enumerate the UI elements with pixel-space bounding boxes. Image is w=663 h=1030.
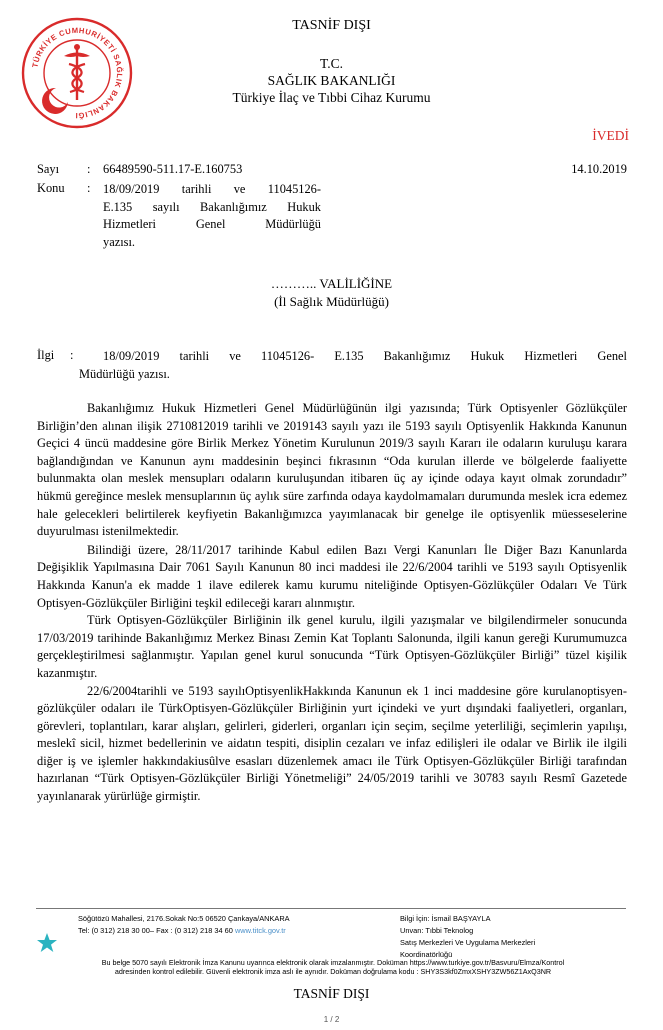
ilgi-text [37, 348, 627, 383]
konu-line: yazısı. [103, 234, 135, 249]
addressee-subline: (İl Sağlık Müdürlüğü) [274, 294, 389, 309]
ilgi-line: 18/09/2019 tarihli ve 11045126- E.135 Bakanlığımız Hukuk Hizmetleri Genel [103, 349, 627, 363]
urgency-label: İVEDİ [592, 128, 629, 143]
paragraph: Türk Optisyen-Gözlükçüler Birliğinin ilk genel kurulu, ilgili yazışmalar ve bilgilendirmeler sonucunda 17/03/2019 tarihinde Bakanlığımız Merkez Binası Zemin Kat Toplantı Salonunda, ilgili kanun gereği Kurumumuzca gerçekleştirilmesi sağlanmıştır. Yapılan genel kurul sonucunda “Türk Optisyen-Gözlükçüler Birliği” tüzel kişilik kazanmıştır. [37, 613, 627, 680]
document-date: 14.10.2019 [571, 162, 627, 176]
ministry-name: SAĞLIK BAKANLIĞI [267, 73, 396, 88]
sayi-label: Sayı [37, 162, 60, 176]
konu-text [103, 181, 321, 251]
footer-divider [36, 908, 626, 909]
ilgi-line: Müdürlüğü yazısı. [79, 366, 170, 381]
star-icon [36, 932, 58, 954]
footer-unit: Satış Merkezleri Ve Uygulama Merkezleri [400, 938, 536, 947]
footer-phone [78, 926, 286, 936]
ilgi-label: İlgi [37, 348, 55, 362]
footer-web-link[interactable]: www.titck.gov.tr [234, 926, 286, 935]
classification-top: TASNİF DIŞI [292, 18, 371, 33]
sayi-value: 66489590-511.17-E.160753 [103, 162, 243, 176]
esign-line: Bu belge 5070 sayılı Elektronik İmza Kanunu uyarınca elektronik olarak imzalanmıştır. Doküman https://www.turkiye.gov.tr/Basvuru/Elmza/Kontrol [101, 958, 565, 967]
classification-bottom: TASNİF DIŞI [293, 986, 370, 1001]
body-text [37, 400, 627, 806]
colon: : [87, 181, 91, 195]
svg-text:TÜRKİYE CUMHURİYETİ SAĞLIK BAK: TÜRKİYE CUMHURİYETİ SAĞLIK BAKANLIĞI [30, 25, 125, 121]
konu-line: E.135 sayılı Bakanlığımız Hukuk [103, 199, 321, 214]
konu-line: 18/09/2019 tarihli ve 11045126- [103, 182, 321, 196]
esign-line: adresinden kontrol edilebilir. Güvenli elektronik imza aslı ile aynıdır. Doküman doğrulama kodu : SHY3S3kf0ZmxXSHY3ZW56Z1AxQ3NR [114, 967, 552, 977]
footer-phone-text: Tel: (0 312) 218 30 00– Fax : (0 312) 218 34 60 [78, 926, 233, 935]
paragraph: Bakanlığımız Hukuk Hizmetleri Genel Müdürlüğünün ilgi yazısında; Türk Optisyenler Gözlükçüler Birliğin’den alınan ilişik 2710812019 tarihli ve 2019143 sayılı yazı ile 5193 sayılı Optisyenlik Hakkında Kanunun Geçici 4 üncü maddesine göre Birlik Merkez Yönetim Kurulunun 2019/3 sayılı Kararı ile odaların kuruluşu karara bağlandığından ve Kanunun aynı maddesinin beşinci fıkrasının “Oda kurulan illerde ve bölgelerde faaliyette bulunmakta olan meslek mensupları odaların kuruluşundan itibaren üç ay içinde odaya kayıt olmak zorundadır” hükmü gereğince meslek mensuplarının üç aylık süre zarfında odaya kaydolmamaları durumunda meslek icra edemez hale gelecekleri belirtilerek keyfiyetin Bakanlığımızca yayımlanacak bir genelge ile optisyenlik müesseselerine duyurulması istenilmektedir. [37, 401, 627, 539]
footer-address: Söğütözü Mahallesi, 2176.Sokak No:5 06520 Çankaya/ANKARA [78, 914, 290, 923]
footer-info-contact: Bilgi İçin: İsmail BAŞYAYLA [400, 914, 491, 923]
konu-line: Hizmetleri Genel Müdürlüğü [103, 217, 321, 231]
page-number: 1 / 2 [323, 1015, 340, 1024]
footer-unit-2: Koordinatörlüğü [400, 950, 453, 959]
konu-label: Konu [37, 181, 65, 195]
addressee-line: ……….. VALİLİĞİNE [270, 276, 393, 291]
paragraph: Bilindiği üzere, 28/11/2017 tarihinde Kabul edilen Bazı Vergi Kanunları İle Diğer Bazı Kanunlarda Değişiklik Yapılmasına Dair 7061 Sayılı Kanunun 80 inci maddesi ile 22/6/2004 tarihli ve 5193 sayılı Optisyenlik Hakkında Kanun'a ek madde 1 ilave edilerek kamu kurumu niteliğinde Optisyen-Gözlükçüler Odaları Ve Türk Optisyen-Gözlükçüler Birliğini teşkil edileceği kararı alınmıştır. [37, 542, 627, 610]
paragraph: 22/6/2004tarihli ve 5193 sayılıOptisyenlikHakkında Kanunun ek 1 inci maddesine göre kurulanoptisyen-gözlükçüler odaları ile TürkOptisyen-Gözlükçüler Birliğinin yurt içindeki ve yurt dışındaki faaliyetleri, organları, görevleri, toplantıları, karar alışları, gelirleri, giderleri, organları için seçim, seçilme yeterliliği, seçimlerin yapılışı, meslekî sicil, hizmet bedellerinin ve aidatın tespiti, disiplin cezaları ve infaz edilişleri ile odalar ve Birlik ile ilgili diğer iş ve işlemler hakkındakiusûlve esasları düzenlemek amacı ile Türk Optisyen-Gözlükçüler Birliği tarafından hazırlanan “Türk Optisyen-Gözlükçüler Birliği Yönetmeliği” 24/05/2019 tarihli ve 30783 sayılı Resmî Gazetede yayınlanarak yürürlüğe girmiştir. [37, 683, 627, 804]
colon: : [70, 348, 74, 362]
agency-name: Türkiye İlaç ve Tıbbi Cihaz Kurumu [232, 90, 431, 105]
tc-label: T.C. [320, 56, 343, 71]
colon: : [87, 162, 91, 176]
esign-notice [8, 958, 658, 977]
footer-title: Unvan: Tıbbi Teknolog [400, 926, 474, 935]
